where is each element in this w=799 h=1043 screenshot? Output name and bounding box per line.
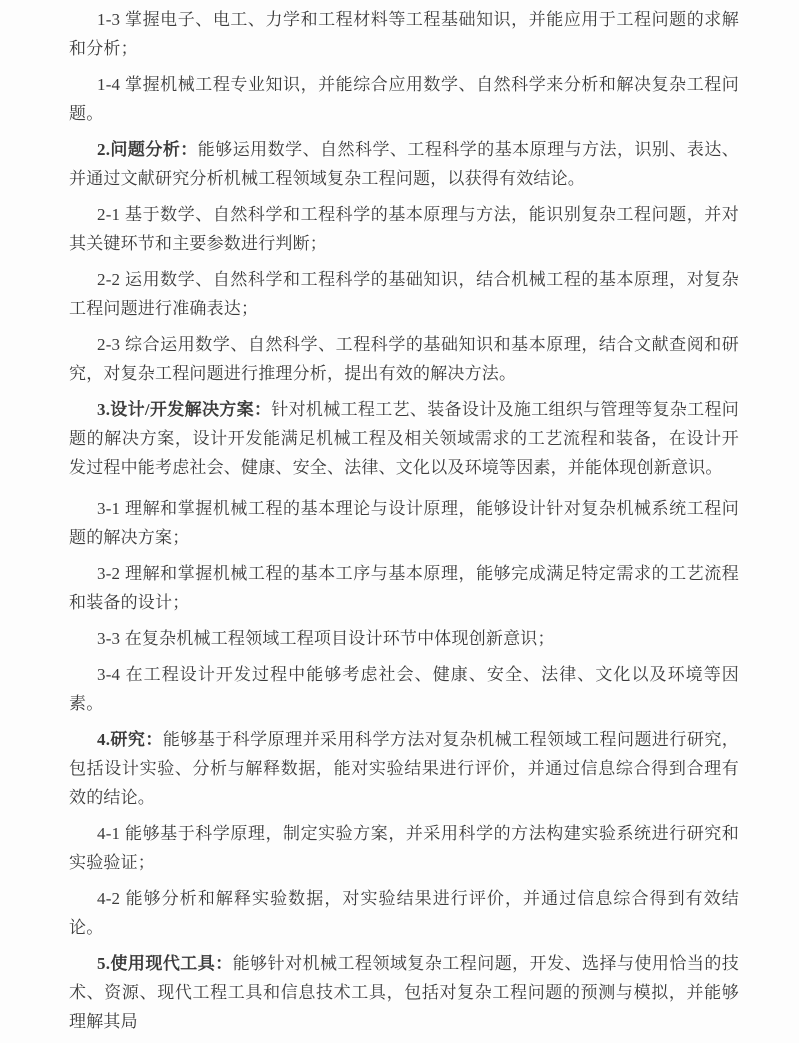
paragraph — [69, 265, 739, 323]
paragraph-text: 能够基于科学原理并采用科学方法对复杂机械工程领域工程问题进行研究，包括设计实验、分析与解释数据，能对实验结果进行评价，并通过信息综合得到合理有效的结论。 — [69, 730, 739, 807]
paragraph-text: 4-2 能够分析和解释实验数据，对实验结果进行评价，并通过信息综合得到有效结论。 — [69, 889, 739, 937]
paragraph-text: 3-3 在复杂机械工程领域工程项目设计环节中体现创新意识； — [97, 629, 555, 648]
paragraph — [69, 660, 739, 718]
paragraph — [69, 559, 739, 617]
paragraph — [69, 70, 739, 128]
paragraph-label: 5.使用现代工具： — [97, 954, 233, 973]
paragraph — [69, 725, 739, 812]
paragraph — [69, 624, 739, 653]
paragraph-text: 针对机械工程工艺、装备设计及施工组织与管理等复杂工程问题的解决方案，设计开发能满足机械工程及相关领域需求的工艺流程和装备，在设计开发过程中能考虑社会、健康、安全、法律、文化以及环境等因素，并能体现创新意识。 — [69, 400, 739, 477]
paragraph — [69, 330, 739, 388]
paragraph-text: 能够运用数学、自然科学、工程科学的基本原理与方法，识别、表达、并通过文献研究分析机械工程领域复杂工程问题，以获得有效结论。 — [69, 140, 739, 188]
paragraph-text: 2-3 综合运用数学、自然科学、工程科学的基础知识和基本原理，结合文献查阅和研究，对复杂工程问题进行推理分析，提出有效的解决方法。 — [69, 335, 739, 383]
paragraph-text: 能够针对机械工程领域复杂工程问题，开发、选择与使用恰当的技术、资源、现代工程工具和信息技术工具，包括对复杂工程问题的预测与模拟，并能够理解其局 — [69, 954, 739, 1031]
paragraph-text: 3-1 理解和掌握机械工程的基本理论与设计原理，能够设计针对复杂机械系统工程问题的解决方案； — [69, 499, 739, 547]
paragraph-label: 4.研究： — [97, 730, 163, 749]
paragraph — [69, 135, 739, 193]
paragraph-label: 2.问题分析： — [97, 140, 198, 159]
paragraph-text: 2-2 运用数学、自然科学和工程科学的基础知识，结合机械工程的基本原理，对复杂工程问题进行准确表达； — [69, 270, 739, 318]
paragraph-text: 3-4 在工程设计开发过程中能够考虑社会、健康、安全、法律、文化以及环境等因素。 — [69, 665, 739, 713]
paragraph-text: 3-2 理解和掌握机械工程的基本工序与基本原理，能够完成满足特定需求的工艺流程和装备的设计； — [69, 564, 739, 612]
paragraph-label: 3.设计/开发解决方案： — [97, 400, 272, 419]
paragraph-text: 2-1 基于数学、自然科学和工程科学的基本原理与方法，能识别复杂工程问题，并对其关键环节和主要参数进行判断； — [69, 205, 739, 253]
paragraph — [69, 5, 739, 63]
paragraph — [69, 949, 739, 1036]
paragraph — [69, 884, 739, 942]
paragraph — [69, 494, 739, 552]
paragraph-text: 1-4 掌握机械工程专业知识，并能综合应用数学、自然科学来分析和解决复杂工程问题。 — [69, 75, 739, 123]
document-page — [69, 5, 739, 1043]
paragraph — [69, 395, 739, 482]
paragraph-text: 4-1 能够基于科学原理，制定实验方案，并采用科学的方法构建实验系统进行研究和实验验证； — [69, 824, 739, 872]
paragraph — [69, 200, 739, 258]
paragraph — [69, 819, 739, 877]
paragraph-text: 1-3 掌握电子、电工、力学和工程材料等工程基础知识，并能应用于工程问题的求解和分析； — [69, 10, 739, 58]
